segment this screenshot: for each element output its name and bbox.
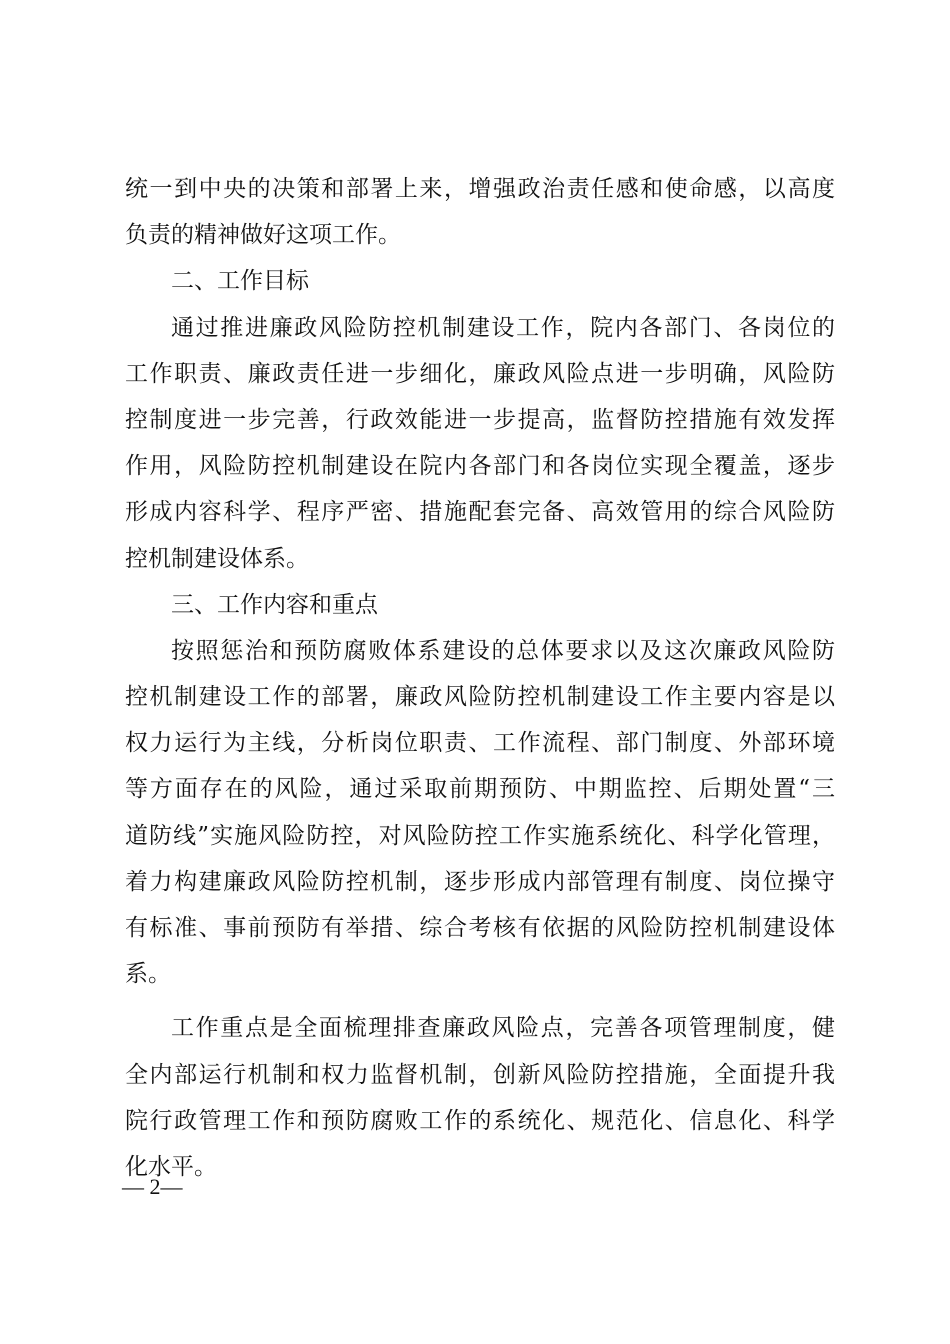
paragraph-line: 统一到中央的决策和部署上来，增强政治责任感和使命感，以高度	[125, 176, 835, 202]
paragraph-line: 有标准、事前预防有举措、综合考核有依据的风险防控机制建设体	[125, 915, 835, 941]
paragraph-line: 控机制建设体系。	[125, 545, 309, 572]
paragraph-line: 负责的精神做好这项工作。	[125, 222, 401, 249]
paragraph-line: 工作职责、廉政责任进一步细化，廉政风险点进一步明确，风险防	[125, 360, 835, 387]
section-heading-goals: 二、工作目标	[171, 268, 309, 295]
paragraph-line: 全内部运行机制和权力监督机制，创新风险防控措施，全面提升我	[125, 1061, 835, 1088]
paragraph-line: 作用，风险防控机制建设在院内各部门和各岗位实现全覆盖，逐步	[125, 453, 835, 480]
paragraph-line: 等方面存在的风险，通过采取前期预防、中期监控、后期处置“三	[125, 776, 835, 803]
paragraph-line: 院行政管理工作和预防腐败工作的系统化、规范化、信息化、科学	[125, 1107, 835, 1134]
paragraph-line: 权力运行为主线，分析岗位职责、工作流程、部门制度、外部环境	[125, 730, 835, 757]
paragraph-line: 化水平。	[125, 1153, 217, 1180]
paragraph-line: 形成内容科学、程序严密、措施配套完备、高效管用的综合风险防	[125, 499, 835, 526]
page-number: — 2—	[122, 1174, 183, 1199]
paragraph-line: 按照惩治和预防腐败体系建设的总体要求以及这次廉政风险防	[171, 637, 835, 664]
paragraph-line: 工作重点是全面梳理排查廉政风险点，完善各项管理制度，健	[171, 1015, 835, 1042]
paragraph-line: 道防线”实施风险防控，对风险防控工作实施系统化、科学化管理，	[125, 822, 835, 849]
paragraph-line: 通过推进廉政风险防控机制建设工作，院内各部门、各岗位的	[171, 314, 835, 341]
paragraph-line: 着力构建廉政风险防控机制，逐步形成内部管理有制度、岗位操守	[125, 868, 835, 895]
paragraph-line: 控制度进一步完善，行政效能进一步提高，监督防控措施有效发挥	[125, 406, 835, 433]
document-body	[125, 166, 835, 1190]
section-heading-content: 三、工作内容和重点	[171, 591, 378, 618]
paragraph-line: 控机制建设工作的部署，廉政风险防控机制建设工作主要内容是以	[125, 684, 835, 711]
paragraph-line: 系。	[125, 961, 171, 988]
